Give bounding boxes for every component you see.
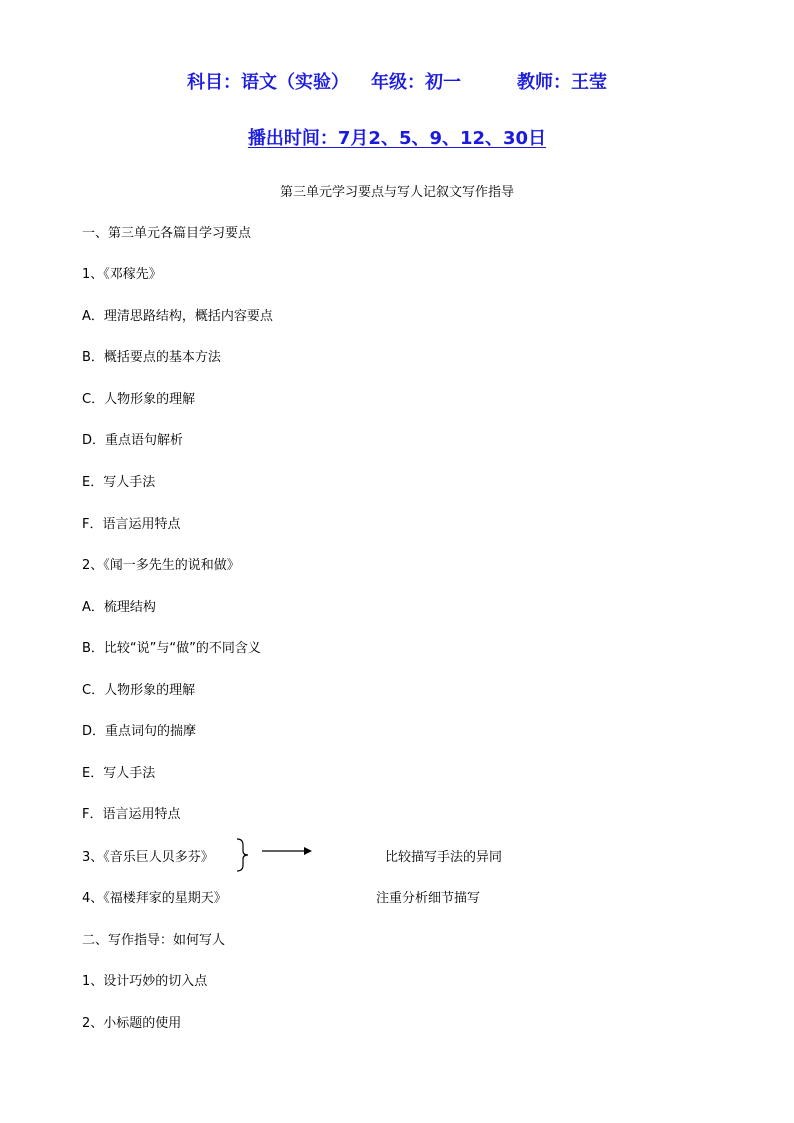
section-heading-2: 二、写作指导：如何写人: [82, 933, 226, 948]
grade-label: 年级：初一: [371, 72, 461, 93]
item-2-point-d: D．重点词句的揣摩: [82, 724, 197, 739]
item-2-point-b: B．比较“说”与“做”的不同含义: [82, 641, 261, 656]
header-info-line: [0, 68, 794, 94]
item-1-title: 1、《邓稼先》: [82, 267, 162, 282]
subject-label: 科目：语文（实验）: [187, 72, 349, 93]
item-2-title: 2、《闻一多先生的说和做》: [82, 558, 240, 573]
writing-point-1: 1、设计巧妙的切入点: [82, 974, 208, 989]
broadcast-time: 播出时间：7月2、5、9、12、30日: [247, 128, 547, 149]
right-brace-icon: [234, 838, 250, 872]
item-3-note: 比较描写手法的异同: [385, 850, 503, 865]
item-4-title: 4、《福楼拜家的星期天》: [82, 891, 227, 906]
item-2-point-a: A．梳理结构: [82, 600, 156, 615]
writing-point-2: 2、小标题的使用: [82, 1016, 182, 1031]
section-heading-1: 一、第三单元各篇目学习要点: [82, 226, 252, 241]
document-title: 第三单元学习要点与写人记叙文写作指导: [279, 185, 514, 200]
item-3-title: 3、《音乐巨人贝多芬》: [82, 850, 214, 865]
item-1-point-a: A．理清思路结构，概括内容要点: [82, 309, 273, 324]
item-1-point-d: D．重点语句解析: [82, 433, 184, 448]
item-2-point-f: F．语言运用特点: [82, 807, 181, 822]
item-1-point-c: C．人物形象的理解: [82, 392, 196, 407]
arrow-right-icon: [262, 844, 314, 858]
item-2-point-e: E．写人手法: [82, 766, 156, 781]
item-2-point-c: C．人物形象的理解: [82, 683, 196, 698]
teacher-label: 教师：王莹: [517, 72, 607, 93]
item-1-point-e: E．写人手法: [82, 475, 156, 490]
item-1-point-f: F．语言运用特点: [82, 517, 181, 532]
item-4-note: 注重分析细节描写: [376, 891, 481, 906]
item-1-point-b: B．概括要点的基本方法: [82, 350, 221, 365]
